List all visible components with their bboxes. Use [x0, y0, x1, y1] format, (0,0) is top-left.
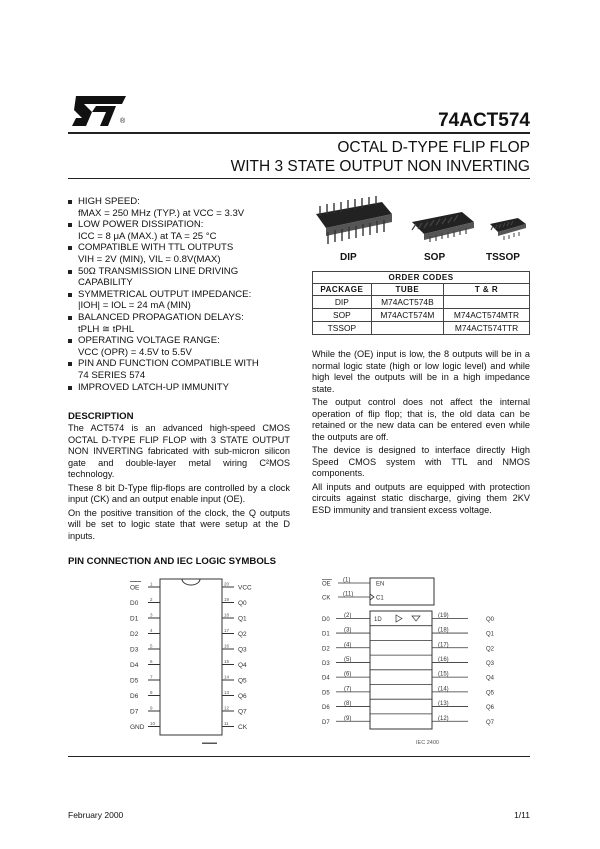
logo-registered-mark: ®: [120, 118, 126, 125]
pin-number: 5: [150, 643, 153, 649]
feature-item: [68, 382, 290, 394]
feature-title: OPERATING VOLTAGE RANGE:: [78, 335, 220, 347]
iec-input-label: D1: [322, 631, 330, 638]
description-paragraph: While the (OE) input is low, the 8 outputs will be in a normal logic state (high or low logic level) and while high level the outputs will be in a high impedance state.: [312, 349, 530, 394]
pin-number: 16: [224, 643, 230, 649]
sop-label: SOP: [424, 252, 446, 263]
feature-detail: CAPABILITY: [78, 277, 133, 289]
pin-label: D6: [130, 693, 139, 700]
pin-label: Q2: [238, 631, 247, 638]
iec-pin-number: (5): [344, 656, 352, 663]
description-paragraph: The ACT574 is an advanced high-speed CMOS OCTAL D-TYPE FLIP FLOP with 3 STATE OUTPUT NON INVERTING fabricated with sub-micron silicon gate and double-layer metal wiring C²MOS technology.: [68, 423, 290, 479]
iec-pin-number: (2): [344, 612, 352, 619]
st-logo-icon: [70, 92, 130, 132]
iec-pin-number: (11): [343, 591, 354, 598]
feature-item: [68, 335, 290, 358]
iec-output-label: Q7: [486, 719, 495, 726]
pin-number: 7: [150, 674, 153, 680]
iec-input-label: D6: [322, 705, 330, 712]
footer-date: February 2000: [68, 810, 124, 820]
pin-number: 17: [224, 628, 230, 633]
table-cell: TSSOP: [313, 322, 372, 335]
table-cell: DIP: [313, 296, 372, 309]
table-row: [313, 296, 530, 309]
iec-input-label: D4: [322, 675, 330, 682]
pin-number: 9: [150, 705, 153, 711]
pin-label: Q5: [238, 677, 247, 685]
pin-label: OE: [130, 584, 140, 592]
pin-number: 2: [150, 597, 153, 602]
feature-item: [68, 196, 290, 219]
st-logo: [70, 92, 130, 132]
part-number: 74ACT574: [438, 110, 530, 131]
pin-label: Q3: [238, 646, 247, 654]
pin-fig-label: ▬▬▬: [202, 740, 217, 746]
feature-detail: |IOH| = IOL = 24 mA (MIN): [78, 300, 191, 312]
iec-output-label: Q4: [486, 675, 495, 682]
order-codes-title: ORDER CODES: [313, 272, 530, 284]
tssop-package-icon: [490, 218, 526, 240]
feature-item: [68, 312, 290, 335]
pin-number: 18: [224, 612, 230, 618]
feature-title: BALANCED PROPAGATION DELAYS:: [78, 311, 244, 323]
subtitle-line2: WITH 3 STATE OUTPUT NON INVERTING: [230, 158, 530, 175]
table-cell: M74ACT574B: [371, 296, 443, 309]
pin-label: D4: [130, 662, 139, 669]
pin-number: 14: [224, 674, 230, 680]
order-codes-table: [312, 271, 530, 335]
package-drawings: [312, 192, 532, 252]
pin-number: 15: [224, 659, 230, 664]
feature-title: PIN AND FUNCTION COMPATIBLE WITH: [78, 358, 259, 370]
order-codes-header: TUBE: [371, 284, 443, 296]
iec-control-label: CK: [322, 595, 331, 602]
feature-detail: VIH = 2V (MIN), VIL = 0.8V(MAX): [78, 253, 221, 265]
description-paragraph: On the positive transition of the clock, the Q outputs will be set to logic state that were setup at the D inputs.: [68, 507, 290, 541]
feature-title: SYMMETRICAL OUTPUT IMPEDANCE:: [78, 288, 252, 300]
iec-pin-number: (3): [344, 627, 352, 634]
pin-section-heading: PIN CONNECTION AND IEC LOGIC SYMBOLS: [68, 556, 277, 567]
pin-label: D3: [130, 646, 139, 654]
iec-input-label: D0: [322, 616, 330, 623]
feature-detail: fMAX = 250 MHz (TYP.) at VCC = 3.3V: [78, 207, 245, 219]
ic-notch: [182, 579, 200, 585]
pin-label: Q6: [238, 693, 247, 700]
feature-title: IMPROVED LATCH-UP IMMUNITY: [78, 381, 230, 393]
iec-output-label: Q6: [486, 705, 495, 712]
footer-page-number: 1/11: [514, 810, 530, 820]
pin-label: GND: [130, 724, 145, 731]
iec-pin-number: (17): [438, 642, 449, 649]
iec-output-label: Q5: [486, 690, 495, 697]
feature-item: [68, 242, 290, 265]
description-right: [312, 349, 530, 518]
subtitle-line1: OCTAL D-TYPE FLIP FLOP: [337, 139, 530, 156]
pin-label: Q7: [238, 708, 247, 716]
pin-label: D1: [130, 615, 139, 623]
iec-pin-number: (8): [344, 701, 352, 708]
order-codes-table-wrap: [312, 271, 530, 335]
iec-pin-number: (4): [344, 642, 352, 649]
feature-detail: tPLH ≅ tPHL: [78, 323, 135, 335]
table-cell: M74ACT574M: [371, 309, 443, 322]
feature-item: [68, 266, 290, 289]
description-paragraph: These 8 bit D-Type flip-flops are controlled by a clock input (CK) and an output enable input (OE).: [68, 482, 290, 504]
table-cell: M74ACT574TTR: [444, 322, 530, 335]
iec-control-text: C1: [376, 595, 384, 602]
iec-input-label: D2: [322, 646, 330, 653]
features-list: [68, 196, 290, 393]
pin-number: 3: [150, 612, 153, 618]
iec-output-label: Q0: [486, 616, 495, 623]
iec-output-label: Q3: [486, 660, 495, 667]
feature-title: HIGH SPEED:: [78, 196, 140, 207]
dip-package-icon: [316, 196, 392, 244]
header-rule: [68, 132, 530, 134]
pin-label: Q0: [238, 600, 247, 607]
feature-item: [68, 289, 290, 312]
description-paragraph: All inputs and outputs are equipped with protection circuits against static discharge, giving them 2KV ESD immunity and transient excess voltage.: [312, 481, 530, 515]
table-cell: [371, 322, 443, 335]
subtitle: [110, 138, 530, 176]
pin-number: 1: [150, 581, 153, 587]
feature-title: COMPATIBLE WITH TTL OUTPUTS: [78, 242, 234, 254]
iec-first-cell-label: 1D: [374, 617, 382, 623]
feature-title: LOW POWER DISSIPATION:: [78, 219, 204, 231]
pin-label: D7: [130, 708, 139, 716]
pin-number: 12: [224, 705, 230, 711]
iec-pin-number: (9): [344, 715, 352, 722]
iec-pin-number: (7): [344, 686, 352, 693]
sop-package-icon: [412, 212, 474, 242]
pin-label: D2: [130, 631, 139, 638]
pin-number: 4: [150, 628, 153, 633]
table-row: [313, 309, 530, 322]
pin-label: CK: [238, 724, 248, 731]
iec-logic-symbol: [318, 575, 518, 750]
feature-item: [68, 219, 290, 242]
table-row: [313, 322, 530, 335]
clock-triangle-icon: [370, 594, 374, 600]
pin-label: Q1: [238, 615, 247, 623]
pin-label: D0: [130, 600, 139, 607]
pin-connection-diagram: [118, 575, 268, 750]
iec-pin-number: (6): [344, 671, 352, 678]
iec-output-label: Q2: [486, 646, 495, 653]
order-codes-header: PACKAGE: [313, 284, 372, 296]
pin-number: 8: [150, 690, 153, 695]
subtitle-rule: [68, 178, 530, 179]
pin-number: 19: [224, 597, 230, 602]
iec-pin-number: (16): [438, 656, 449, 663]
description-heading: DESCRIPTION: [68, 411, 134, 422]
footer-rule: [68, 756, 530, 757]
pin-number: 20: [224, 581, 230, 587]
description-paragraph: The device is designed to interface directly High Speed CMOS system with TTL and NMOS components.: [312, 445, 530, 478]
feature-title: 50Ω TRANSMISSION LINE DRIVING: [78, 265, 239, 277]
tssop-label: TSSOP: [486, 252, 520, 263]
description-left: [68, 411, 290, 544]
iec-control-label: OE: [322, 581, 331, 588]
iec-output-label: Q1: [486, 631, 495, 638]
iec-control-text: EN: [376, 581, 385, 588]
pin-label: VCC: [238, 584, 252, 592]
dip-label: DIP: [340, 252, 357, 263]
buffer-triangle-icon: [396, 615, 402, 622]
pin-number: 11: [224, 721, 229, 726]
iec-pin-number: (14): [438, 686, 449, 693]
iec-input-label: D3: [322, 660, 330, 667]
iec-pin-number: (1): [343, 577, 351, 584]
pin-number: 10: [150, 721, 156, 726]
iec-pin-number: (13): [438, 701, 449, 708]
feature-detail: 74 SERIES 574: [78, 369, 146, 381]
table-cell: M74ACT574MTR: [444, 309, 530, 322]
ic-body: [160, 579, 222, 735]
feature-detail: ICC = 8 μA (MAX.) at TA = 25 °C: [78, 230, 217, 242]
feature-detail: VCC (OPR) = 4.5V to 5.5V: [78, 346, 192, 358]
pin-label: Q4: [238, 662, 247, 669]
table-cell: [444, 296, 530, 309]
iec-pin-number: (15): [438, 671, 449, 678]
package-images: [312, 192, 532, 264]
feature-item: [68, 358, 290, 381]
pin-number: 6: [150, 659, 153, 664]
iec-fig-label: IEC 2400: [416, 740, 439, 746]
description-paragraph: The output control does not affect the internal operation of flip flop; that is, the old data can be retained or the new data can be entered even while the outputs are off.: [312, 397, 530, 442]
iec-input-label: D7: [322, 719, 330, 726]
pin-label: D5: [130, 677, 139, 685]
tristate-triangle-icon: [412, 616, 420, 621]
iec-input-label: D5: [322, 690, 330, 697]
table-cell: SOP: [313, 309, 372, 322]
iec-pin-number: (12): [438, 715, 449, 722]
order-codes-header: T & R: [444, 284, 530, 296]
pin-number: 13: [224, 690, 230, 695]
iec-pin-number: (19): [438, 612, 449, 619]
iec-pin-number: (18): [438, 627, 449, 634]
